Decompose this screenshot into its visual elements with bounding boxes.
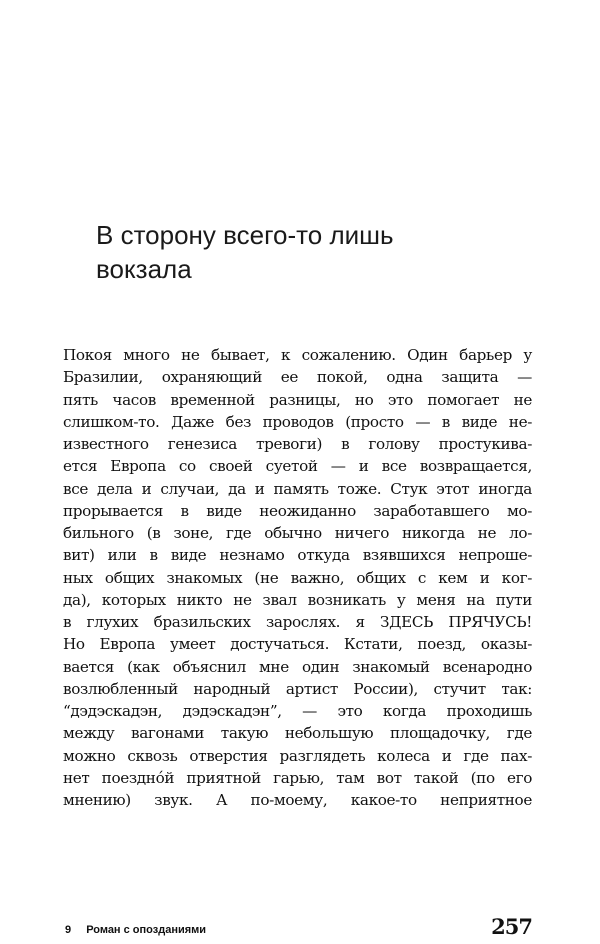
running-title: Роман с опозданиями: [86, 924, 207, 936]
chapter-title-line: В сторону всего-то лишь: [96, 220, 394, 250]
chapter-title: [96, 218, 394, 286]
chapter-number: 9: [65, 924, 72, 936]
text-line: все дела и случаи, да и память тоже. Стук этот иногда: [63, 479, 532, 498]
page-number: 257: [491, 914, 532, 939]
text-line: Бразилии, охраняющий ее покой, одна защита —: [63, 368, 532, 387]
chapter-title-line: вокзала: [96, 254, 192, 284]
text-line: бильного (в зоне, где обычно ничего никогда не ло-: [63, 524, 532, 542]
text-line: прорывается в виде неожиданно заработавшего мо-: [63, 501, 532, 520]
text-line: да), которых никто не звал возникать у меня на пути: [63, 590, 532, 609]
text-line: возлюбленный народный артист России), стучит так:: [63, 679, 532, 698]
text-line: ных общих знакомых (не важно, общих с кем и ког-: [63, 568, 532, 587]
text-line: пять часов временной разницы, но это помогает не: [63, 390, 532, 409]
text-line: ется Европа со своей суетой — и все возвращается,: [63, 457, 532, 476]
text-line: вается (как объяснил мне один знакомый всенародно: [63, 657, 532, 676]
text-line: Покоя много не бывает, к сожалению. Один барьер у: [63, 346, 532, 364]
text-line: в глухих бразильских зарослях. я ЗДЕСЬ ПРЯЧУСЬ!: [63, 613, 532, 631]
text-line: “дэдэскадэн, дэдэскадэн”, — это когда проходишь: [63, 702, 532, 720]
text-line: нет поезднóй приятной гарью, там вот такой (по его: [63, 768, 532, 787]
text-line: Но Европа умеет достучаться. Кстати, поезд, оказы-: [63, 635, 532, 654]
text-line: известного генезиса тревоги) в голову простукива-: [63, 435, 532, 453]
text-line: вит) или в виде незнамо откуда взявшихся непроше-: [63, 546, 532, 565]
page-footer: [65, 914, 532, 939]
text-line: можно сквозь отверстия разглядеть колеса и где пах-: [63, 746, 532, 765]
text-line: мнению) звук. А по-моему, какое-то неприятное: [63, 791, 532, 809]
text-line: между вагонами такую небольшую площадочку, где: [63, 724, 532, 743]
text-line: слишком-то. Даже без проводов (просто — в виде не-: [63, 412, 532, 431]
body-text: [63, 344, 532, 811]
